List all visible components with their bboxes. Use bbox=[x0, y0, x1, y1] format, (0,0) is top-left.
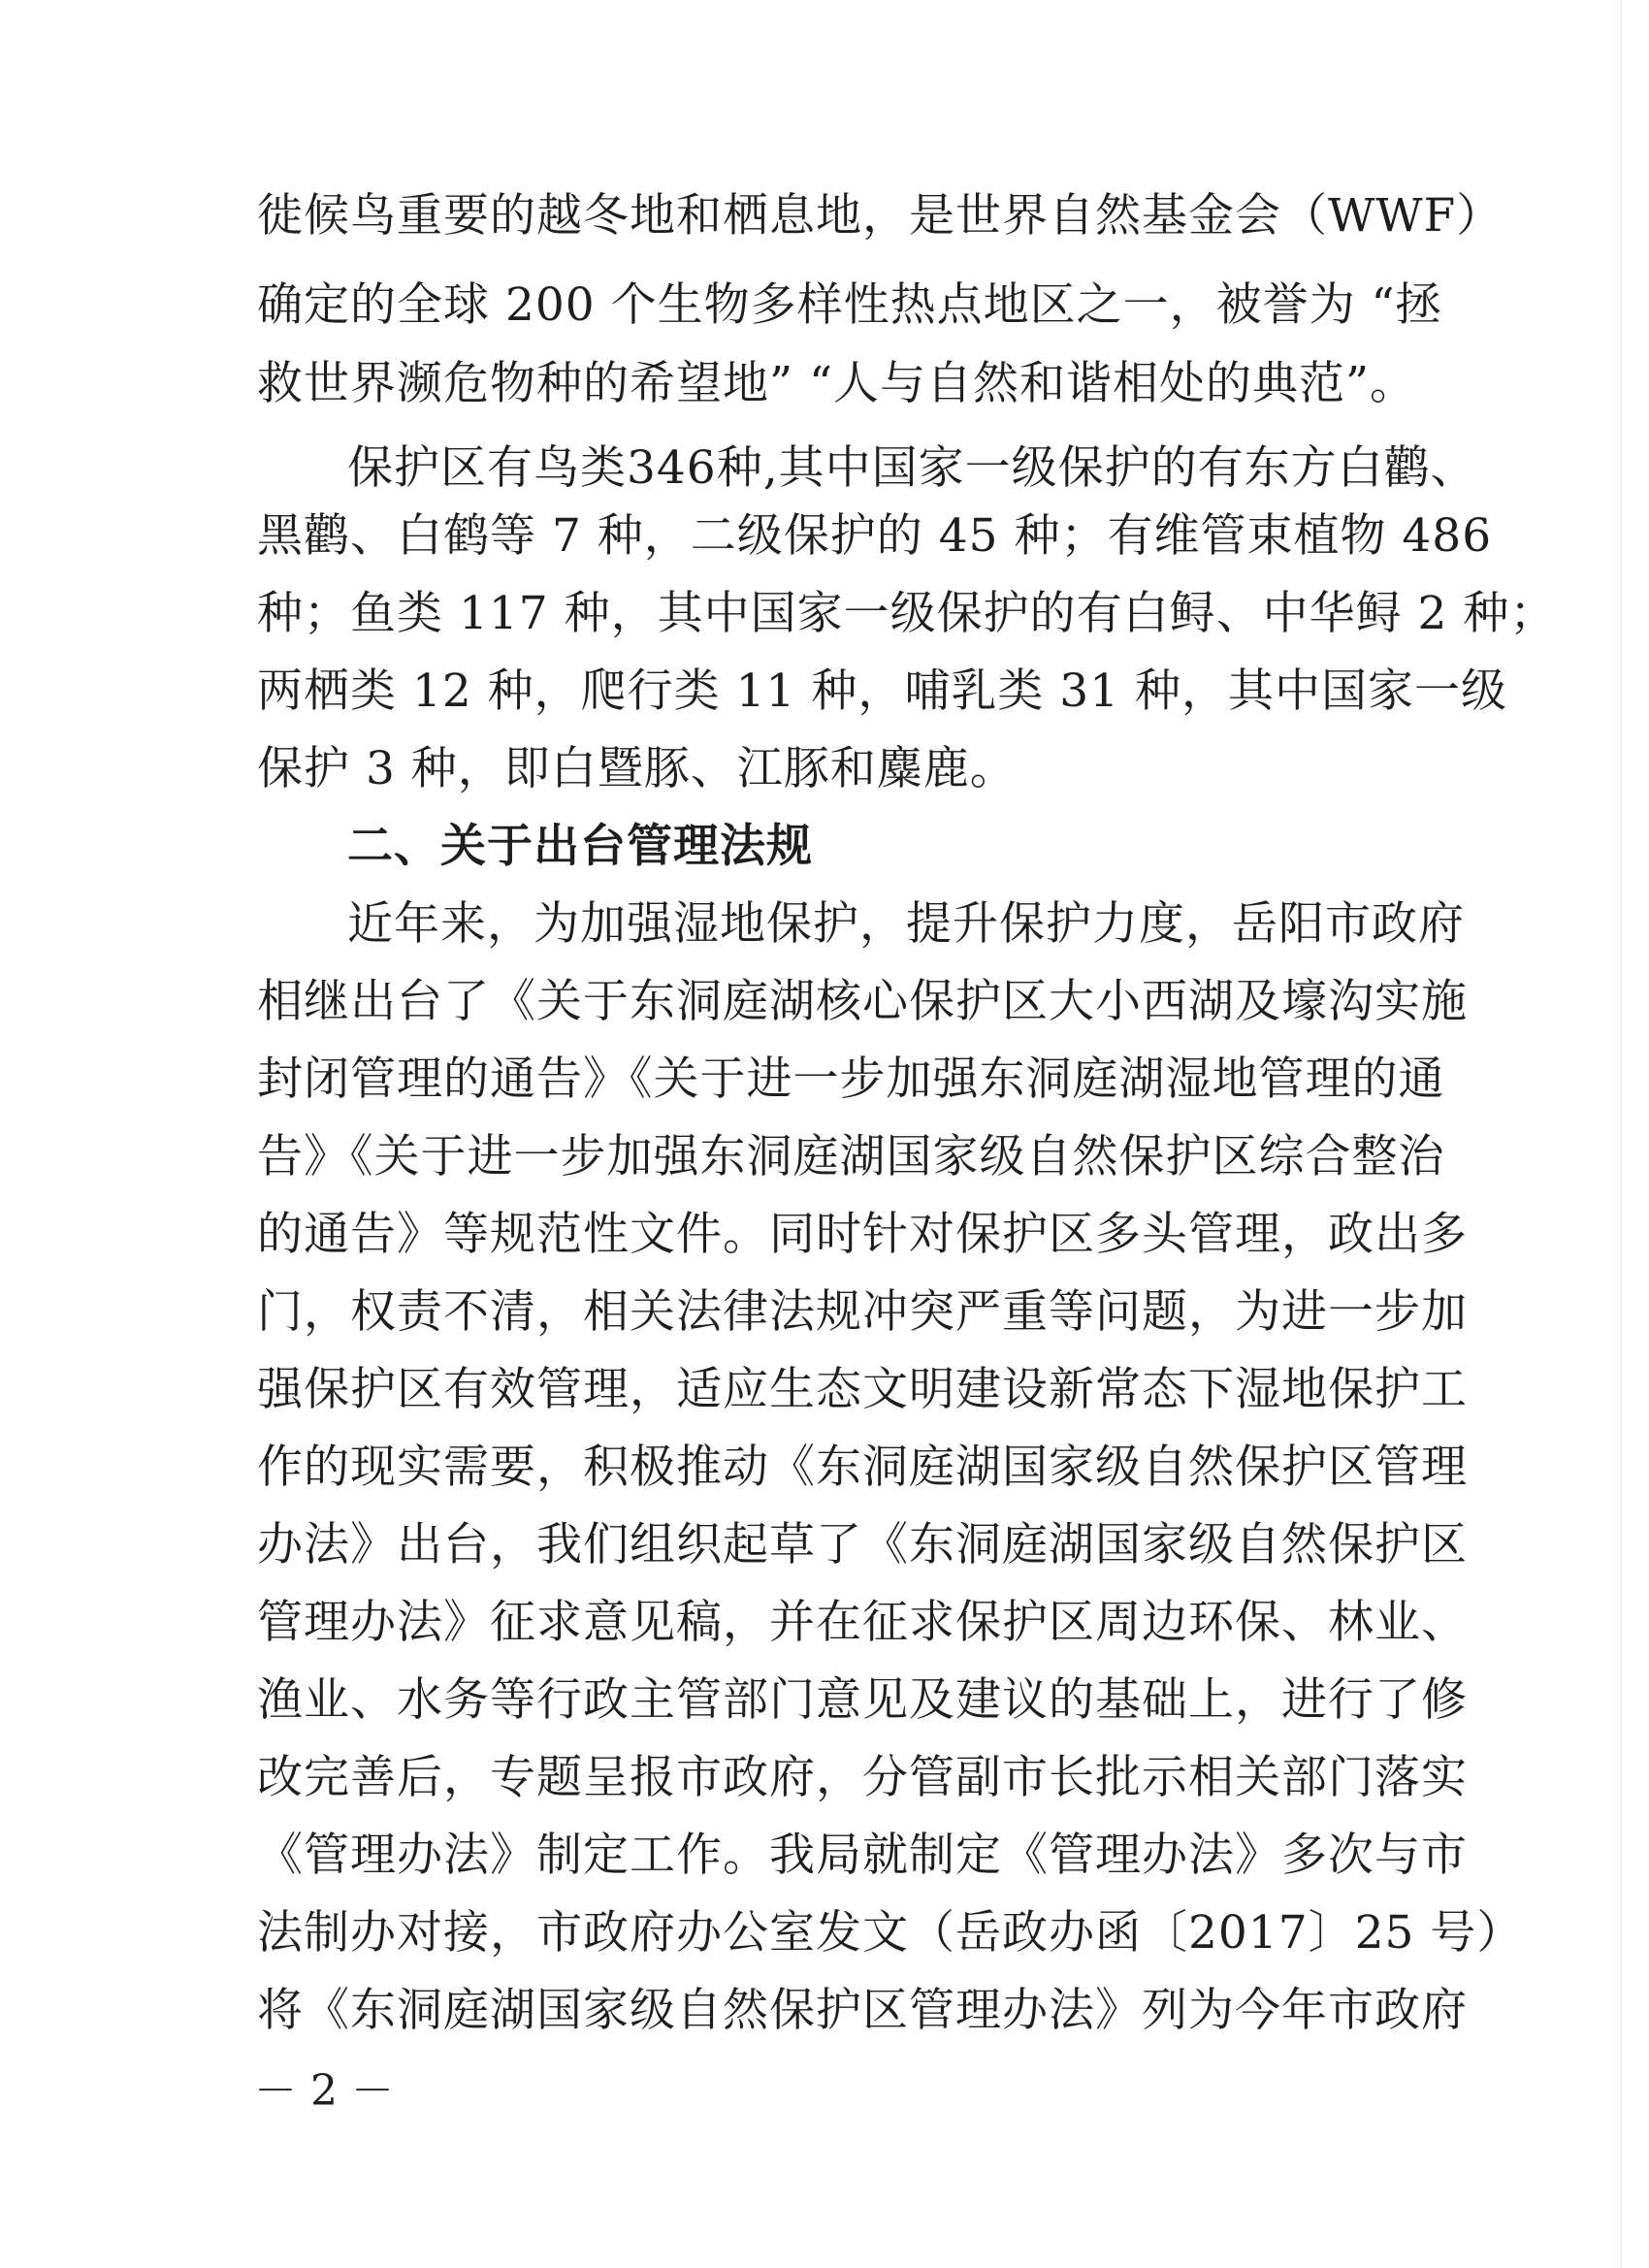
paragraph-first-line: 近年来，为加强湿地保护，提升保护力度，岳阳市政府 bbox=[347, 897, 1465, 951]
body-text-line: 封闭管理的通告》《关于进一步加强东洞庭湖湿地管理的通 bbox=[257, 1053, 1445, 1106]
body-text-line: 黑鹳、白鹤等 7 种，二级保护的 45 种；有维管束植物 486 bbox=[257, 509, 1493, 563]
body-text-line: 两栖类 12 种，爬行类 11 种，哺乳类 31 种，其中国家一级 bbox=[257, 664, 1508, 718]
body-text-line: 徙候鸟重要的越冬地和栖息地，是世界自然基金会（WWF） bbox=[257, 189, 1504, 243]
body-text-line: 将《东洞庭湖国家级自然保护区管理办法》列为今年市政府 bbox=[257, 1984, 1468, 2037]
body-text-line: 门，权责不清，相关法律法规冲突严重等问题，为进一步加 bbox=[257, 1285, 1468, 1339]
body-text-line: 救世界濒危物种的希望地” “人与自然和谐相处的典范”。 bbox=[257, 357, 1417, 410]
body-text-line: 种；鱼类 117 种，其中国家一级保护的有白鲟、中华鲟 2 种； bbox=[257, 587, 1557, 640]
body-text-line: 保护 3 种，即白暨豚、江豚和麋鹿。 bbox=[257, 742, 1017, 795]
section-heading: 二、关于出台管理法规 bbox=[347, 820, 813, 873]
body-text-line: 《管理办法》制定工作。我局就制定《管理办法》多次与市 bbox=[257, 1829, 1468, 1882]
body-text-line: 作的现实需要，积极推动《东洞庭湖国家级自然保护区管理 bbox=[257, 1441, 1468, 1494]
page-edge-divider bbox=[1621, 0, 1622, 2268]
page-number: － 2 － bbox=[254, 2066, 394, 2116]
body-text-line: 确定的全球 200 个生物多样性热点地区之一，被誉为 “拯 bbox=[257, 278, 1442, 332]
body-text-line: 渔业、水务等行政主管部门意见及建议的基础上，进行了修 bbox=[257, 1673, 1468, 1727]
body-text-line: 管理办法》征求意见稿，并在征求保护区周边环保、林业、 bbox=[257, 1596, 1468, 1649]
paragraph-first-line: 保护区有鸟类346种,其中国家一级保护的有东方白鹳、 bbox=[347, 441, 1477, 495]
body-text-line: 的通告》等规范性文件。同时针对保护区多头管理，政出多 bbox=[257, 1208, 1468, 1261]
body-text-line: 相继出台了《关于东洞庭湖核心保护区大小西湖及壕沟实施 bbox=[257, 975, 1468, 1028]
body-text-line: 改完善后，专题呈报市政府，分管副市长批示相关部门落实 bbox=[257, 1751, 1468, 1804]
body-text-line: 办法》出台，我们组织起草了《东洞庭湖国家级自然保护区 bbox=[257, 1518, 1468, 1571]
body-text-line: 告》《关于进一步加强东洞庭湖国家级自然保护区综合整治 bbox=[257, 1130, 1445, 1183]
body-text-line: 强保护区有效管理，适应生态文明建设新常态下湿地保护工 bbox=[257, 1363, 1468, 1416]
body-text-line: 法制办对接，市政府办公室发文（岳政办函〔2017〕25 号） bbox=[257, 1906, 1524, 1960]
